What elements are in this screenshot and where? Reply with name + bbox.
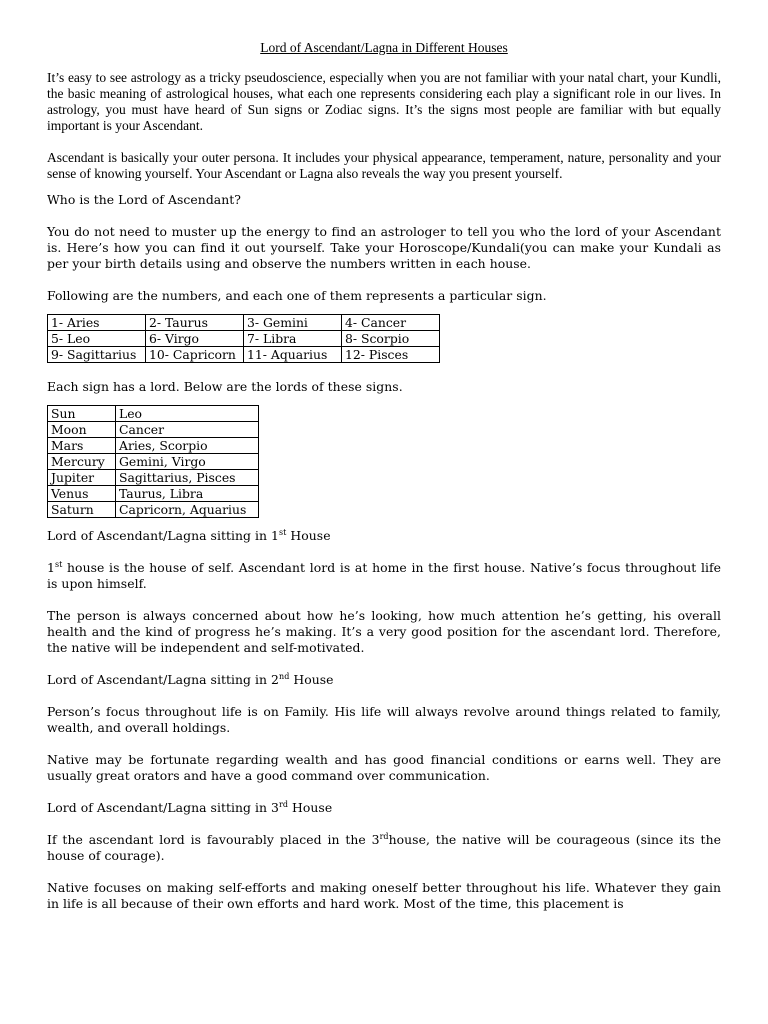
table-cell: Mars	[48, 438, 116, 454]
intro-paragraph-2: Ascendant is basically your outer persona. It includes your physical appearance, temperament, nature, personality and your sense of knowing yourself. Your Ascendant or Lagna also reveals the way you present yourself.	[47, 150, 721, 181]
house-1-heading: Lord of Ascendant/Lagna sitting in 1st House	[47, 528, 331, 543]
table-row	[48, 315, 440, 331]
house-2-heading: Lord of Ascendant/Lagna sitting in 2nd House	[47, 672, 334, 687]
table-cell: 12- Pisces	[342, 347, 440, 363]
table-row	[48, 438, 259, 454]
table-row	[48, 347, 440, 363]
table-cell: 8- Scorpio	[342, 331, 440, 347]
table-cell: Mercury	[48, 454, 116, 470]
table-cell: Moon	[48, 422, 116, 438]
table-cell: Sun	[48, 406, 116, 422]
table-cell: Sagittarius, Pisces	[116, 470, 259, 486]
table-cell: Saturn	[48, 502, 116, 518]
table-row	[48, 422, 259, 438]
table-cell: 2- Taurus	[146, 315, 244, 331]
table-row	[48, 470, 259, 486]
table-cell: Venus	[48, 486, 116, 502]
table-cell: Taurus, Libra	[116, 486, 259, 502]
house-3-paragraph-1: If the ascendant lord is favourably placed in the 3rdhouse, the native will be courageous (since its the house of courage).	[47, 832, 721, 863]
who-heading: Who is the Lord of Ascendant?	[47, 192, 242, 207]
house-2-paragraph-2: Native may be fortunate regarding wealth and has good financial conditions or earns well. They are usually great orators and have a good command over communication.	[47, 752, 721, 783]
table-cell: Jupiter	[48, 470, 116, 486]
document-title: Lord of Ascendant/Lagna in Different Houses	[260, 40, 508, 55]
table-row	[48, 454, 259, 470]
table-row	[48, 406, 259, 422]
table-row	[48, 486, 259, 502]
table-cell: 11- Aquarius	[244, 347, 342, 363]
intro-paragraph-1: It’s easy to see astrology as a tricky pseudoscience, especially when you are not familiar with your natal chart, your Kundli, the basic meaning of astrological houses, what each one represents considering each play a significant role in our lives. In astrology, you must have heard of Sun signs or Zodiac signs. It’s the signs most people are familiar with but equally important is your Ascendant.	[47, 70, 721, 133]
house-3-paragraph-2: Native focuses on making self-efforts and making oneself better throughout his life. Whatever they gain in life is all because of their own efforts and hard work. Most of the time, this placement is	[47, 880, 721, 911]
lords-intro: Each sign has a lord. Below are the lords of these signs.	[47, 379, 403, 394]
table-cell: 10- Capricorn	[146, 347, 244, 363]
table-cell: 1- Aries	[48, 315, 146, 331]
house-1-paragraph-2: The person is always concerned about how he’s looking, how much attention he’s getting, his overall health and the kind of progress he’s making. It’s a very good position for the ascendant lord. Therefore, the native will be independent and self-motivated.	[47, 608, 721, 655]
signs-table	[47, 314, 440, 363]
document-page	[47, 40, 721, 912]
table-cell: Gemini, Virgo	[116, 454, 259, 470]
table-cell: 9- Sagittarius	[48, 347, 146, 363]
house-3-heading: Lord of Ascendant/Lagna sitting in 3rd House	[47, 800, 333, 815]
table-cell: 3- Gemini	[244, 315, 342, 331]
who-paragraph: You do not need to muster up the energy to find an astrologer to tell you who the lord of your Ascendant is. Here’s how you can find it out yourself. Take your Horoscope/Kundali(you can make your Kundali as per your birth details using and observe the numbers written in each house.	[47, 224, 721, 271]
house-2-paragraph-1: Person’s focus throughout life is on Family. His life will always revolve around things related to family, wealth, and overall holdings.	[47, 704, 721, 735]
table-cell: Leo	[116, 406, 259, 422]
table-cell: Aries, Scorpio	[116, 438, 259, 454]
table-cell: 4- Cancer	[342, 315, 440, 331]
table-cell: Cancer	[116, 422, 259, 438]
lords-table	[47, 405, 259, 518]
table-cell: Capricorn, Aquarius	[116, 502, 259, 518]
table-cell: 7- Libra	[244, 331, 342, 347]
house-1-paragraph-1: 1st house is the house of self. Ascendant lord is at home in the first house. Native’s focus throughout life is upon himself.	[47, 560, 721, 591]
table-cell: 6- Virgo	[146, 331, 244, 347]
table-row	[48, 502, 259, 518]
table-row	[48, 331, 440, 347]
numbers-intro: Following are the numbers, and each one of them represents a particular sign.	[47, 288, 547, 303]
table-cell: 5- Leo	[48, 331, 146, 347]
